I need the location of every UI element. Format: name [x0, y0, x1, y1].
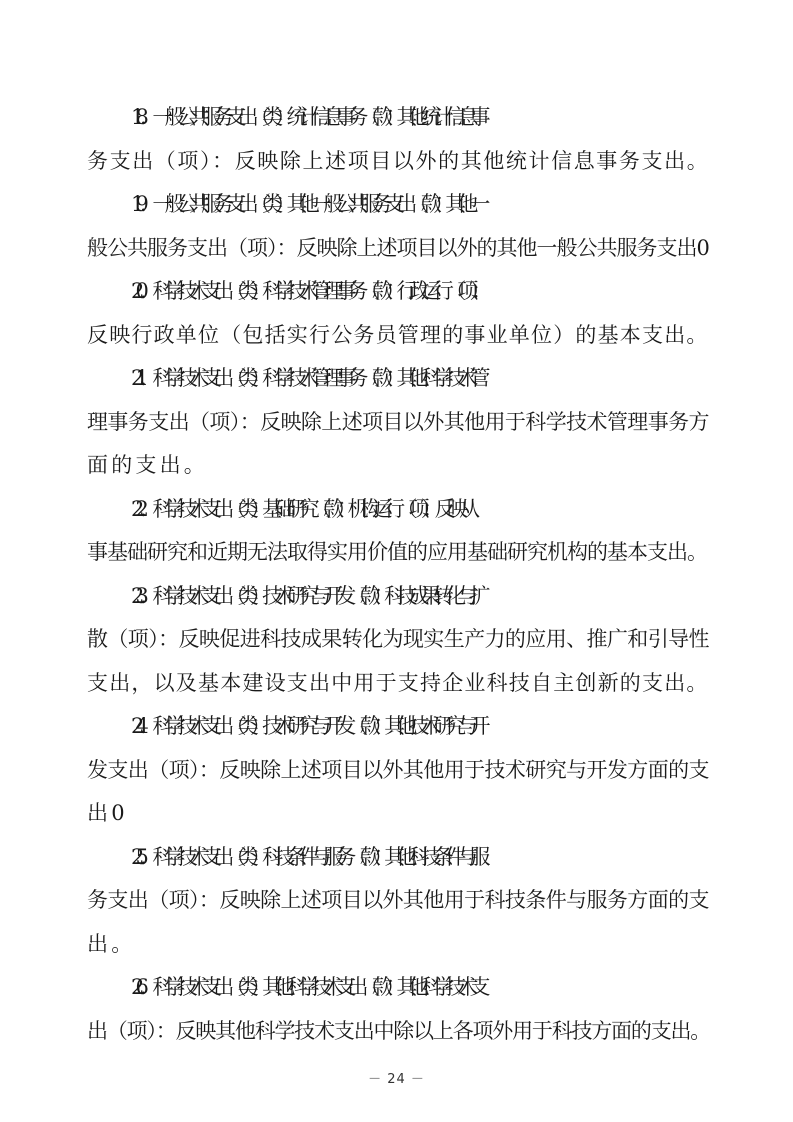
paragraph-line: 务支出（项）：反映除上述项目以外其他用于科技条件与服务方面的支: [87, 888, 709, 912]
document-body: [87, 96, 711, 1053]
paragraph-line: 事基础研究和近期无法取得实用价值的应用基础研究机构的基本支出。: [87, 540, 707, 564]
paragraph-item-25: [87, 836, 711, 967]
paragraph-line: 20．科学技术支出（类）科学技术管理事务（款）行政运行（项）：: [131, 279, 484, 303]
paragraph-item-20: [87, 270, 711, 357]
paragraph-line: 26．科学技术支出（类）其他科学技术支出（款）其他科学技术支: [131, 975, 482, 999]
paragraph-item-23: [87, 575, 711, 706]
paragraph-item-22: [87, 488, 711, 575]
paragraph-line: 般公共服务支出（项）：反映除上述项目以外的其他一般公共服务支出0: [87, 235, 709, 260]
paragraph-line: 发支出（项）：反映除上述项目以外其他用于技术研究与开发方面的支: [87, 757, 709, 782]
paragraph-line: 24．科学技术支出（类）技术研究与开发（款）其他技术研究与开: [131, 714, 482, 738]
paragraph-item-21: [87, 357, 711, 488]
paragraph-line: 支出，以及基本建设支出中用于支持企业科技自主创新的支出。: [87, 670, 709, 695]
paragraph-line: 面的支出。: [87, 453, 208, 477]
paragraph-item-26: [87, 966, 711, 1053]
paragraph-line: 散（项）：反映促进科技成果转化为现实生产力的应用、推广和引导性: [87, 627, 709, 651]
paragraph-line: 23．科学技术支出（类）技术研究与开发（款）科技成果转化与扩: [131, 583, 482, 608]
paragraph-line: 19．一般公共服务支出（类）其他一般公共服务支出（款）其他一: [131, 192, 482, 216]
paragraph-item-18: [87, 96, 711, 183]
paragraph-line: 25．科学技术支出（类）科技条件与服务（款）其他科技条件与服: [131, 844, 482, 869]
paragraph-line: 21．科学技术支出（类）科学技术管理事务（款）其他科学技术管: [131, 366, 482, 390]
paragraph-line: 22．科学技术支出（类）基础研究（款）机构运行（项）：反映从: [131, 496, 472, 521]
paragraph-line: 18．一般公共服务支出（类）统计信息事务（款）其他统计信息事: [131, 105, 482, 129]
paragraph-line: 出（项）：反映其他科学技术支出中除以上各项外用于科技方面的支出。: [87, 1018, 711, 1043]
page-number: － 24 －: [368, 1072, 425, 1087]
paragraph-line: 出0: [87, 801, 128, 825]
paragraph-item-19: [87, 183, 711, 270]
paragraph-item-24: [87, 705, 711, 836]
paragraph-line: 理事务支出（项）：反映除上述项目以外其他用于科学技术管理事务方: [87, 409, 709, 434]
paragraph-line: 务支出（项）：反映除上述项目以外的其他统计信息事务支出。: [87, 148, 710, 173]
paragraph-line: 反映行政单位（包括实行公务员管理的事业单位）的基本支出。: [87, 322, 709, 347]
paragraph-line: 出。: [87, 931, 136, 956]
